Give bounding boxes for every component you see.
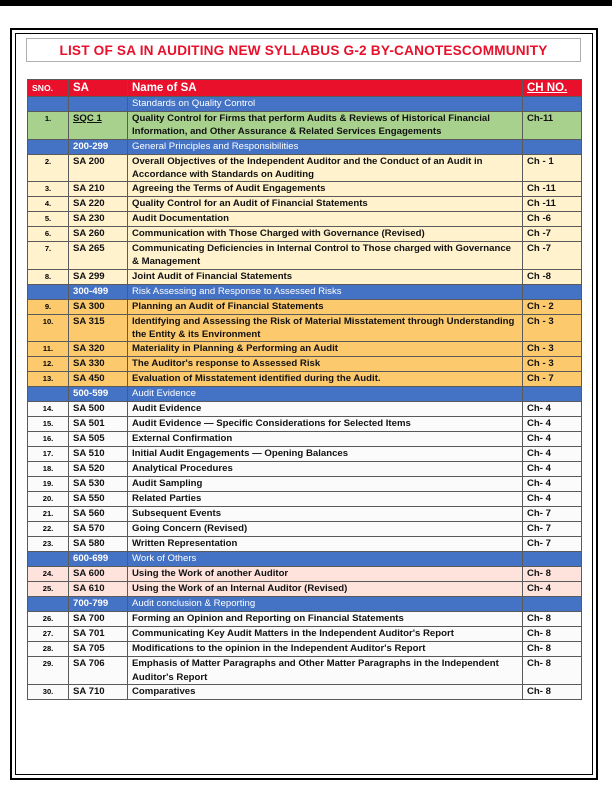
section-range: 500-599 — [69, 387, 128, 402]
section-row — [28, 284, 582, 299]
table-row — [28, 402, 582, 417]
table-header-row — [28, 80, 582, 97]
row-sa-code: SA 701 — [69, 627, 128, 642]
row-sa-code: SA 330 — [69, 357, 128, 372]
row-sa-code: SA 710 — [69, 684, 128, 699]
row-chapter: Ch - 2 — [523, 299, 582, 314]
row-chapter: Ch- 8 — [523, 684, 582, 699]
row-sno: 12. — [28, 357, 69, 372]
row-chapter: Ch- 7 — [523, 507, 582, 522]
top-rule — [0, 0, 612, 6]
row-sa-code: SA 570 — [69, 522, 128, 537]
table-row — [28, 657, 582, 685]
row-sa-name: Joint Audit of Financial Statements — [128, 269, 523, 284]
table-row — [28, 357, 582, 372]
section-row — [28, 597, 582, 612]
row-sno: 21. — [28, 507, 69, 522]
row-sno: 26. — [28, 612, 69, 627]
row-sa-name: Related Parties — [128, 492, 523, 507]
row-sa-code: SA 500 — [69, 402, 128, 417]
header-ch-no: CH NO. — [523, 80, 582, 97]
row-chapter: Ch- 7 — [523, 537, 582, 552]
row-sa-name: Using the Work of another Auditor — [128, 567, 523, 582]
section-sno-cell — [28, 552, 69, 567]
row-chapter: Ch - 3 — [523, 357, 582, 372]
section-sno-cell — [28, 97, 69, 112]
table-body — [28, 97, 582, 700]
row-sa-code: SA 706 — [69, 657, 128, 685]
table-row — [28, 197, 582, 212]
section-ch-cell — [523, 597, 582, 612]
row-sa-code: SA 501 — [69, 417, 128, 432]
row-sno: 16. — [28, 432, 69, 447]
row-sno: 28. — [28, 642, 69, 657]
row-chapter: Ch- 4 — [523, 582, 582, 597]
table-row — [28, 314, 582, 342]
row-sno: 30. — [28, 684, 69, 699]
row-sno: 2. — [28, 154, 69, 182]
row-sa-code: SA 320 — [69, 342, 128, 357]
table-row — [28, 112, 582, 140]
table-row — [28, 627, 582, 642]
row-sa-name: Analytical Procedures — [128, 462, 523, 477]
header-sa: SA — [69, 80, 128, 97]
table-row — [28, 242, 582, 270]
row-sa-code: SQC 1 — [69, 112, 128, 140]
row-sa-code: SA 510 — [69, 447, 128, 462]
table-row — [28, 299, 582, 314]
section-range: 200-299 — [69, 139, 128, 154]
row-sa-name: Audit Sampling — [128, 477, 523, 492]
row-chapter: Ch- 8 — [523, 627, 582, 642]
row-sa-code: SA 210 — [69, 182, 128, 197]
section-range — [69, 97, 128, 112]
row-chapter: Ch- 7 — [523, 522, 582, 537]
row-sno: 1. — [28, 112, 69, 140]
row-chapter: Ch -11 — [523, 182, 582, 197]
row-sa-name: Agreeing the Terms of Audit Engagements — [128, 182, 523, 197]
row-sa-code: SA 600 — [69, 567, 128, 582]
sa-table — [27, 79, 582, 700]
row-sa-code: SA 705 — [69, 642, 128, 657]
row-chapter: Ch- 8 — [523, 642, 582, 657]
section-sno-cell — [28, 597, 69, 612]
row-sa-name: Communication with Those Charged with Governance (Revised) — [128, 227, 523, 242]
row-sno: 7. — [28, 242, 69, 270]
table-row — [28, 342, 582, 357]
section-row — [28, 552, 582, 567]
row-chapter: Ch- 4 — [523, 492, 582, 507]
row-sno: 18. — [28, 462, 69, 477]
section-title: Risk Assessing and Response to Assessed Risks — [128, 284, 523, 299]
row-sno: 5. — [28, 212, 69, 227]
table-row — [28, 372, 582, 387]
row-chapter: Ch - 3 — [523, 342, 582, 357]
row-sa-name: Emphasis of Matter Paragraphs and Other Matter Paragraphs in the Independent Auditor's Report — [128, 657, 523, 685]
row-sa-name: Planning an Audit of Financial Statements — [128, 299, 523, 314]
row-sa-code: SA 700 — [69, 612, 128, 627]
section-ch-cell — [523, 284, 582, 299]
table-row — [28, 227, 582, 242]
row-sa-name: Audit Documentation — [128, 212, 523, 227]
table-row — [28, 432, 582, 447]
row-sa-name: Using the Work of an Internal Auditor (Revised) — [128, 582, 523, 597]
row-sa-name: Subsequent Events — [128, 507, 523, 522]
section-ch-cell — [523, 139, 582, 154]
row-sa-code: SA 230 — [69, 212, 128, 227]
row-chapter: Ch - 1 — [523, 154, 582, 182]
row-sno: 19. — [28, 477, 69, 492]
table-row — [28, 212, 582, 227]
row-sno: 15. — [28, 417, 69, 432]
row-sa-code: SA 265 — [69, 242, 128, 270]
section-title: Standards on Quality Control — [128, 97, 523, 112]
table-row — [28, 507, 582, 522]
row-chapter: Ch- 8 — [523, 657, 582, 685]
row-chapter: Ch -6 — [523, 212, 582, 227]
row-sa-code: SA 220 — [69, 197, 128, 212]
row-sa-name: Evaluation of Misstatement identified during the Audit. — [128, 372, 523, 387]
row-sa-code: SA 530 — [69, 477, 128, 492]
row-sa-name: Initial Audit Engagements — Opening Balances — [128, 447, 523, 462]
row-chapter: Ch- 4 — [523, 477, 582, 492]
table-row — [28, 417, 582, 432]
row-sno: 24. — [28, 567, 69, 582]
row-chapter: Ch - 7 — [523, 372, 582, 387]
table-row — [28, 447, 582, 462]
row-sa-name: Going Concern (Revised) — [128, 522, 523, 537]
title-banner — [26, 38, 581, 62]
row-sno: 14. — [28, 402, 69, 417]
section-row — [28, 97, 582, 112]
row-chapter: Ch -11 — [523, 197, 582, 212]
table-row — [28, 522, 582, 537]
row-sno: 3. — [28, 182, 69, 197]
section-sno-cell — [28, 139, 69, 154]
row-sno: 20. — [28, 492, 69, 507]
row-sno: 11. — [28, 342, 69, 357]
section-sno-cell — [28, 284, 69, 299]
row-sno: 17. — [28, 447, 69, 462]
section-row — [28, 139, 582, 154]
row-sa-name: Identifying and Assessing the Risk of Material Misstatement through Understanding the Entity & its Environment — [128, 314, 523, 342]
table-row — [28, 154, 582, 182]
row-sno: 9. — [28, 299, 69, 314]
row-sa-name: External Confirmation — [128, 432, 523, 447]
row-sa-name: Audit Evidence — Specific Considerations for Selected Items — [128, 417, 523, 432]
row-sa-name: Modifications to the opinion in the Independent Auditor's Report — [128, 642, 523, 657]
table-row — [28, 612, 582, 627]
row-sa-code: SA 610 — [69, 582, 128, 597]
row-sa-name: Forming an Opinion and Reporting on Financial Statements — [128, 612, 523, 627]
section-title: Work of Others — [128, 552, 523, 567]
row-sa-code: SA 260 — [69, 227, 128, 242]
row-chapter: Ch-11 — [523, 112, 582, 140]
row-sno: 13. — [28, 372, 69, 387]
page-title: LIST OF SA IN AUDITING NEW SYLLABUS G-2 BY-CANOTESCOMMUNITY — [59, 42, 548, 58]
row-sa-name: Communicating Key Audit Matters in the Independent Auditor's Report — [128, 627, 523, 642]
row-sa-code: SA 299 — [69, 269, 128, 284]
row-chapter: Ch - 3 — [523, 314, 582, 342]
section-ch-cell — [523, 97, 582, 112]
row-chapter: Ch- 4 — [523, 417, 582, 432]
row-sa-name: Comparatives — [128, 684, 523, 699]
row-sno: 4. — [28, 197, 69, 212]
row-sno: 25. — [28, 582, 69, 597]
row-sa-code: SA 200 — [69, 154, 128, 182]
table-row — [28, 567, 582, 582]
table-row — [28, 582, 582, 597]
row-sno: 10. — [28, 314, 69, 342]
row-chapter: Ch -7 — [523, 242, 582, 270]
row-chapter: Ch- 8 — [523, 567, 582, 582]
section-range: 600-699 — [69, 552, 128, 567]
row-sa-name: Overall Objectives of the Independent Auditor and the Conduct of an Audit in Accordance with Standards on Auditing — [128, 154, 523, 182]
row-sno: 22. — [28, 522, 69, 537]
row-sa-name: Materiality in Planning & Performing an Audit — [128, 342, 523, 357]
row-chapter: Ch- 4 — [523, 402, 582, 417]
row-sa-name: The Auditor's response to Assessed Risk — [128, 357, 523, 372]
row-chapter: Ch- 4 — [523, 462, 582, 477]
table-row — [28, 642, 582, 657]
row-sa-code: SA 580 — [69, 537, 128, 552]
row-sa-name: Audit Evidence — [128, 402, 523, 417]
row-sa-code: SA 520 — [69, 462, 128, 477]
section-range: 700-799 — [69, 597, 128, 612]
row-sa-name: Communicating Deficiencies in Internal Control to Those charged with Governance & Management — [128, 242, 523, 270]
row-chapter: Ch- 4 — [523, 432, 582, 447]
table-row — [28, 477, 582, 492]
section-title: General Principles and Responsibilities — [128, 139, 523, 154]
row-chapter: Ch- 4 — [523, 447, 582, 462]
row-sa-code: SA 315 — [69, 314, 128, 342]
row-sno: 29. — [28, 657, 69, 685]
table-row — [28, 537, 582, 552]
section-sno-cell — [28, 387, 69, 402]
row-sno: 6. — [28, 227, 69, 242]
section-range: 300-499 — [69, 284, 128, 299]
table-row — [28, 684, 582, 699]
row-chapter: Ch -7 — [523, 227, 582, 242]
row-chapter: Ch -8 — [523, 269, 582, 284]
row-sa-name: Quality Control for an Audit of Financial Statements — [128, 197, 523, 212]
row-sa-code: SA 300 — [69, 299, 128, 314]
header-sno: SNO. — [28, 80, 69, 97]
row-sa-code: SA 550 — [69, 492, 128, 507]
section-ch-cell — [523, 387, 582, 402]
section-title: Audit Evidence — [128, 387, 523, 402]
row-chapter: Ch- 8 — [523, 612, 582, 627]
section-title: Audit conclusion & Reporting — [128, 597, 523, 612]
row-sa-name: Written Representation — [128, 537, 523, 552]
row-sa-code: SA 560 — [69, 507, 128, 522]
row-sa-code: SA 450 — [69, 372, 128, 387]
section-row — [28, 387, 582, 402]
table-row — [28, 492, 582, 507]
row-sno: 27. — [28, 627, 69, 642]
row-sa-code: SA 505 — [69, 432, 128, 447]
table-row — [28, 182, 582, 197]
section-ch-cell — [523, 552, 582, 567]
table-row — [28, 462, 582, 477]
header-name: Name of SA — [128, 80, 523, 97]
row-sno: 8. — [28, 269, 69, 284]
row-sno: 23. — [28, 537, 69, 552]
table-row — [28, 269, 582, 284]
row-sa-name: Quality Control for Firms that perform Audits & Reviews of Historical Financial Information, and Other Assurance & Related Services Engagements — [128, 112, 523, 140]
